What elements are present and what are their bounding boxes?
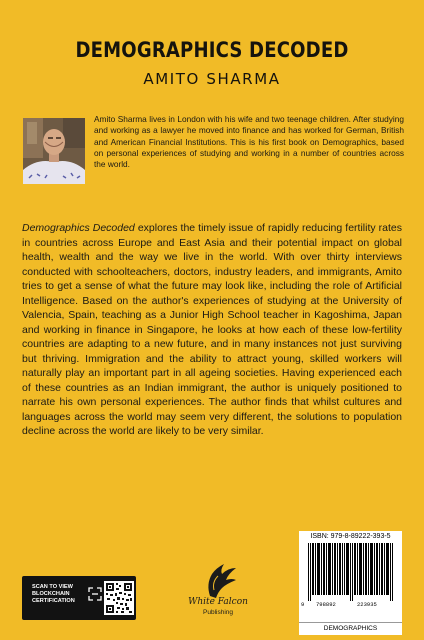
blockchain-scan-panel (22, 576, 136, 620)
book-description (22, 221, 402, 439)
author-bio: Amito Sharma lives in London with his wife and two teenage children. After studying and working as a lawyer he moved into finance and has worked for German, British and American Financial Institutions. This is his first book on Demographics, based on personal experiences of studying and working in a number of countries across the world. (94, 114, 404, 170)
author-photo (23, 118, 85, 184)
barcode-panel (299, 531, 402, 622)
genre-label: DEMOGRAPHICS (299, 622, 402, 635)
scan-caption (32, 584, 90, 606)
book-title: DEMOGRAPHICS DECODED (75, 38, 349, 62)
barcode-group-1: 798892 (316, 601, 336, 608)
isbn-text: ISBN: 979-8-89222-393-5 (310, 533, 391, 540)
publisher-subtitle: Publishing (203, 609, 233, 616)
description-text: explores the timely issue of rapidly reducing fertility rates in countries across Europe and East Asia and their potential impact on global health, wealth and the way we live in the world. With over thirty interviews conducted with schoolteachers, doctors, industry leaders, and immigrants, Amito tries to get a sense of what the future may look like, including the role of Artificial Intelligence. Based on the author's experiences of studying at the University of Valencia, Spain, teaching as a Junior High School teacher in Kagoshima, Japan and working in finance in Singapore, he looks at how each of these low-fertility countries are adapting to a new future, and in many instances not just surviving but thriving. Immigration and the ability to attract young, skilled workers will naturally play an important part in all ageing societies. Having experienced each of these countries as an Indian immigrant, the author is uniquely positioned to narrate his own personal experiences. The author finds that whilst cultures and languages across the world may seem very different, the solutions to population decline across the world are likely to be very similar. (22, 222, 402, 437)
barcode-lead-digit: 9 (301, 601, 305, 608)
scan-line-3: CERTIFICATION (32, 598, 75, 605)
barcode-bars (306, 543, 395, 606)
barcode-group-2: 223935 (357, 601, 377, 608)
scan-frame-icon (88, 587, 102, 606)
scan-line-2: BLOCKCHAIN (32, 591, 70, 598)
qr-code[interactable] (104, 581, 134, 615)
falcon-icon (188, 560, 248, 600)
author-name: AMITO SHARMA (143, 70, 281, 88)
publisher-name: White Falcon (188, 597, 248, 607)
publisher-logo (188, 560, 248, 626)
scan-line-1: SCAN TO VIEW (32, 584, 73, 590)
book-title-italic: Demographics Decoded (22, 222, 135, 234)
